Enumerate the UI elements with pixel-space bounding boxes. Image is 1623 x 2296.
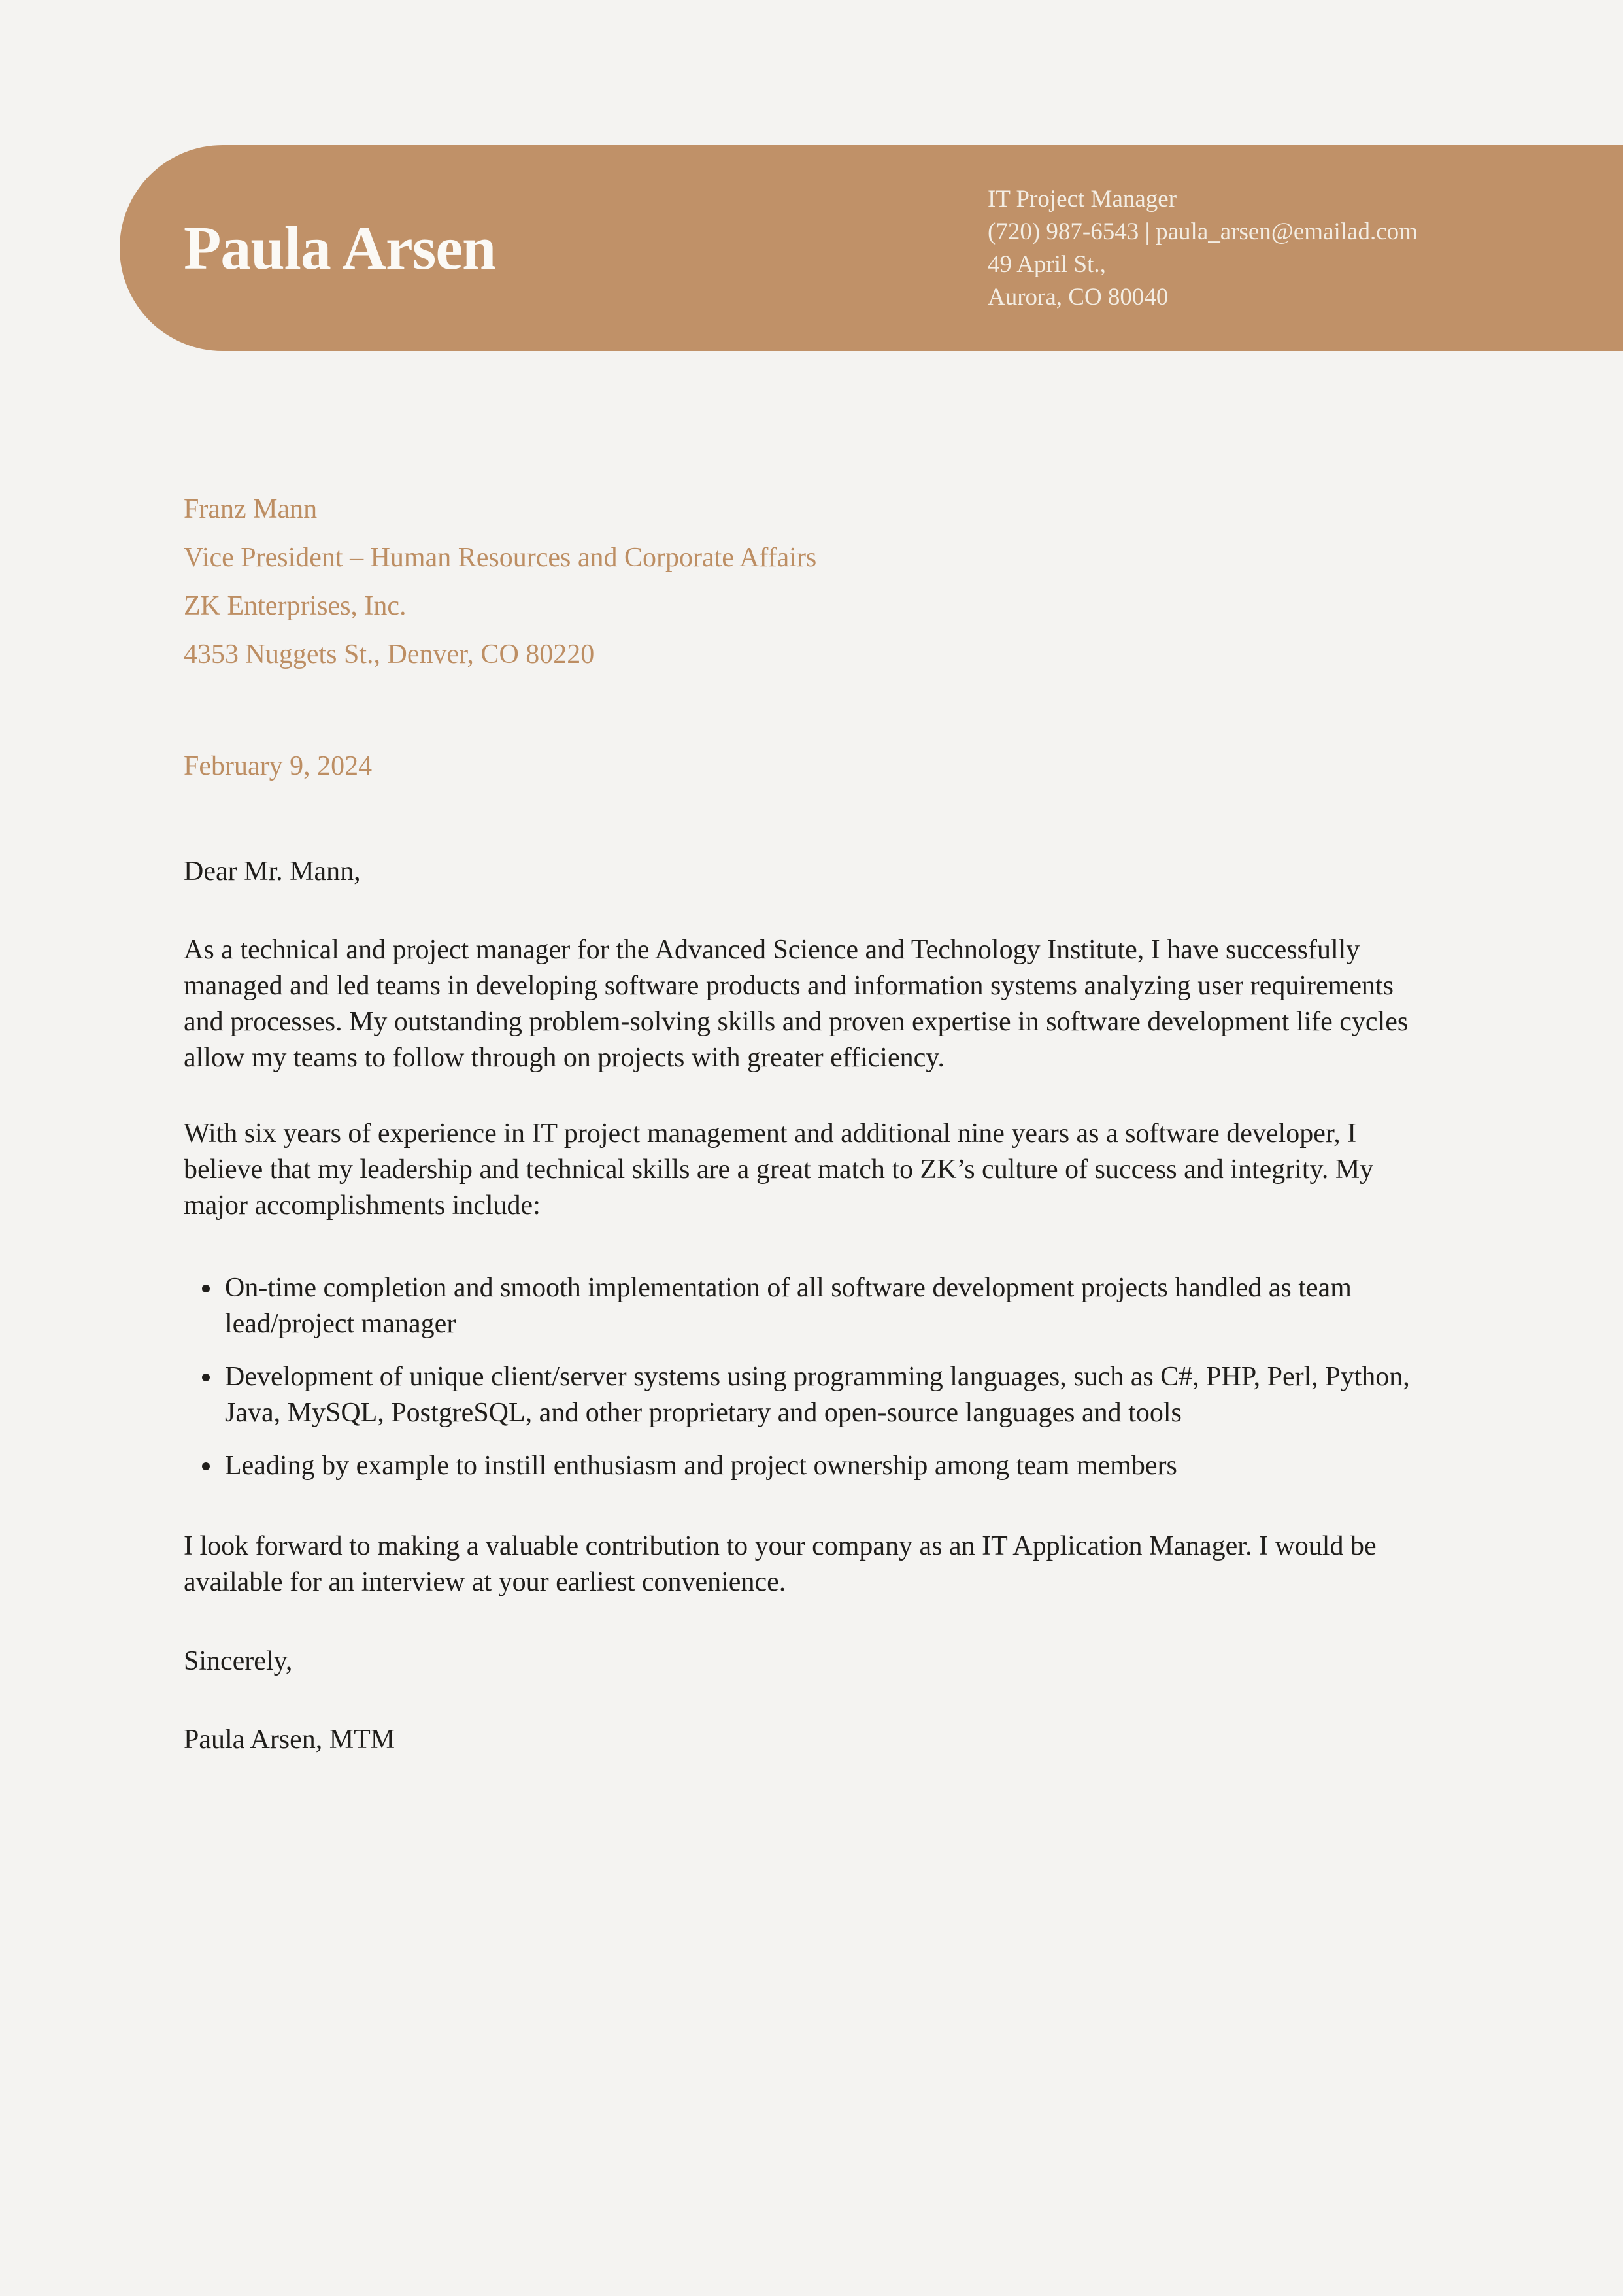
applicant-address-line2: Aurora, CO 80040 xyxy=(988,283,1169,311)
letter-body xyxy=(184,485,1426,1758)
applicant-address-line1: 49 April St., xyxy=(988,250,1106,278)
accomplishments-list xyxy=(184,1270,1426,1484)
signoff: Sincerely, xyxy=(184,1646,293,1676)
salutation: Dear Mr. Mann, xyxy=(184,856,361,886)
applicant-job-title: IT Project Manager xyxy=(988,185,1177,212)
recipient-company: ZK Enterprises, Inc. xyxy=(184,591,407,621)
applicant-phone-email: (720) 987-6543 | paula_arsen@emailad.com xyxy=(988,218,1418,245)
recipient-name: Franz Mann xyxy=(184,494,318,524)
letter-date: February 9, 2024 xyxy=(184,751,373,781)
closing-paragraph: I look forward to making a valuable contribution to your company as an IT Application Manager. I would be available for an interview at your earliest convenience. xyxy=(184,1531,1377,1597)
applicant-name: Paula Arsen xyxy=(184,214,496,282)
body-paragraph-2: With six years of experience in IT project management and additional nine years as a software developer, I believe that my leadership and technical skills are a great match to ZK’s culture of success and integrity. My major accomplishments include: xyxy=(184,1119,1374,1221)
header-banner xyxy=(120,145,1623,351)
recipient-block xyxy=(184,485,1426,679)
signature-name: Paula Arsen, MTM xyxy=(184,1725,395,1755)
recipient-address: 4353 Nuggets St., Denver, CO 80220 xyxy=(184,639,595,669)
body-paragraph-1: As a technical and project manager for the Advanced Science and Technology Institute, I have successfully managed and led teams in developing software products and information systems analyzing user requirements and processes. My outstanding problem-solving skills and proven expertise in software development life cycles allow my teams to follow through on projects with greater efficiency. xyxy=(184,935,1409,1073)
recipient-title: Vice President – Human Resources and Corporate Affairs xyxy=(184,543,817,573)
accomplishment-item: • On-time completion and smooth implementation of all software development projects handled as team lead/project manager xyxy=(222,1270,1426,1342)
accomplishment-item: • Development of unique client/server systems using programming languages, such as C#, PHP, Perl, Python, Java, MySQL, PostgreSQL, and other proprietary and open-source languages and tools xyxy=(222,1359,1426,1431)
applicant-contact-block xyxy=(988,183,1418,314)
accomplishment-item: • Leading by example to instill enthusiasm and project ownership among team members xyxy=(222,1448,1426,1484)
